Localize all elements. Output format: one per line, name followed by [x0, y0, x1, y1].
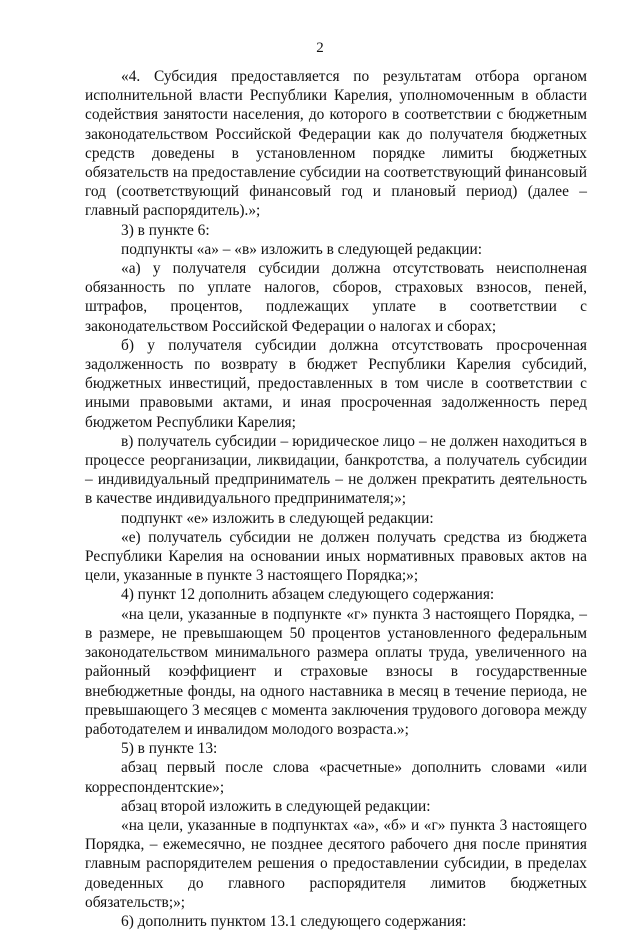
paragraph-section-5-first: абзац первый после слова «расчетные» дополнить словами «или корреспондентские»;	[85, 759, 587, 796]
paragraph-subitem-e-intro: подпункт «е» изложить в следующей редакции:	[121, 509, 434, 527]
paragraph-item-4: «4. Субсидия предоставляется по результатам отбора органом исполнительной власти Республики Карелия, уполномоченным в области содействия занятости населения, до которого в соответствии с бюджетным законодательством Российской Федерации как до получателя бюджетных средств доведены в установленном порядке лимиты бюджетных обязательств на предоставление субсидии на соответствующий финансовый год (соответствующий финансовый год и плановый период) (далее – главный распорядитель).»;	[85, 68, 587, 220]
paragraph-section-5-header: 5) в пункте 13:	[121, 740, 218, 758]
paragraph-section-5-second-text: «на цели, указанные в подпунктах «а», «б» и «г» пункта 3 настоящего Порядка, – ежемесячно, не позднее десятого рабочего дня после принятия главным распорядителем решения о предоставлении субсидии, в пределах доведенных до главного распорядителя лимитов бюджетных обязательств;»;	[85, 816, 587, 911]
paragraph-subitems-a-v-intro: подпункты «а» – «в» изложить в следующей редакции:	[121, 240, 483, 258]
paragraph-subitem-v: в) получатель субсидии – юридическое лицо – не должен находиться в процессе реорганизации, ликвидации, банкротства, а получатель субсидии – индивидуальный предприниматель – не должен прекратить деятельность в качестве индивидуального предпринимателя;»;	[85, 432, 587, 508]
paragraph-section-4-header: 4) пункт 12 дополнить абзацем следующего содержания:	[121, 586, 495, 604]
paragraph-section-3-header: 3) в пункте 6:	[121, 221, 210, 239]
paragraph-section-6-header: 6) дополнить пунктом 13.1 следующего содержания:	[121, 912, 467, 930]
paragraph-subitem-b: б) у получателя субсидии должна отсутствовать просроченная задолженность по возврату в бюджет Республики Карелия субсидий, бюджетных инвестиций, предоставленных в том числе в соответствии с иными правовыми актами, и иная просроченная задолженность перед бюджетом Республики Карелия;	[85, 336, 587, 431]
document-body	[85, 67, 587, 931]
paragraph-subitem-e: «е) получатель субсидии не должен получать средства из бюджета Республики Карелия на основании иных нормативных правовых актов на цели, указанные в пункте 3 настоящего Порядка;»;	[85, 528, 587, 585]
page-number: 2	[316, 40, 324, 56]
paragraph-section-5-second-intro: абзац второй изложить в следующей редакции:	[121, 797, 431, 815]
paragraph-subitem-a: «а) у получателя субсидии должна отсутствовать неисполненая обязанность по уплате налогов, сборов, страховых взносов, пеней, штрафов, процентов, подлежащих уплате в соответствии с законодательством Российской Федерации о налогах и сборах;	[85, 260, 587, 335]
paragraph-section-4-text: «на цели, указанные в подпункте «г» пункта 3 настоящего Порядка, – в размере, не превышающем 50 процентов установленного федеральным законодательством минимального размера оплаты труда, увеличенного на районный коэффициент и страховые взносы в государственные внебюджетные фонды, на одного наставника в месяц в течение периода, не превышающего 3 месяцев с момента заключения трудового договора между работодателем и инвалидом молодого возраста.»;	[85, 605, 587, 738]
